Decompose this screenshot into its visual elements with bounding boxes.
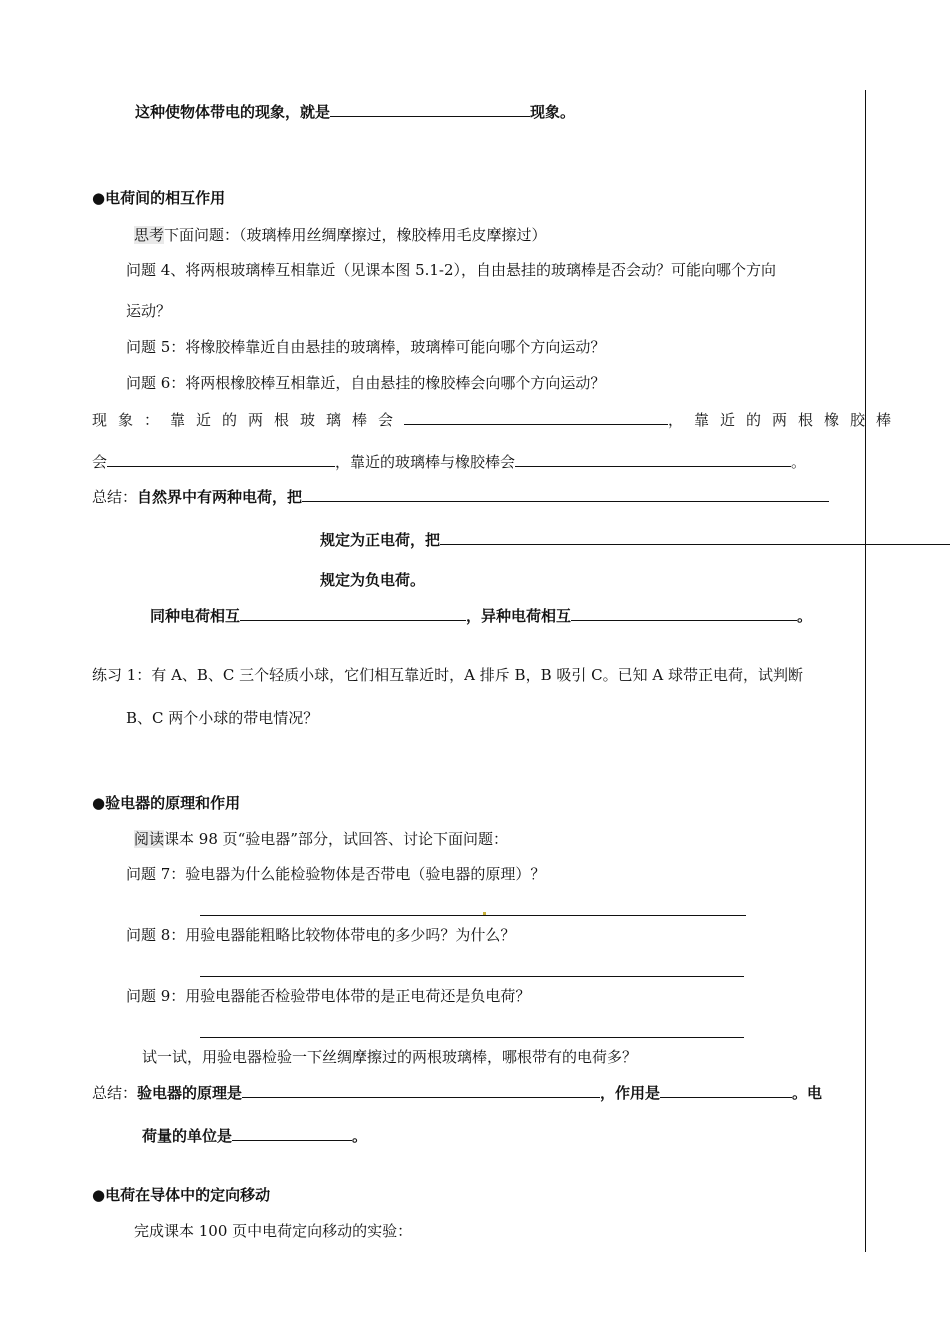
answer-line-q9[interactable] xyxy=(200,1037,744,1038)
text: 现象。 xyxy=(530,103,576,121)
text: 验电器的原理是 xyxy=(137,1084,243,1102)
exercise-1-cont: B、C 两个小球的带电情况？ xyxy=(126,709,319,727)
text: 荷量的单位是 xyxy=(142,1127,233,1145)
margin-horizontal-rule xyxy=(800,544,950,545)
summary-1-line-4 xyxy=(150,606,812,626)
answer-blank[interactable] xyxy=(515,452,791,467)
text: 会 xyxy=(92,453,108,471)
think-line xyxy=(134,225,547,245)
question-4-cont: 运动？ xyxy=(126,302,172,320)
text: 下面问题：（玻璃棒用丝绸摩擦过，橡胶棒用毛皮摩擦过） xyxy=(164,226,547,244)
text: 。 xyxy=(791,453,807,471)
experiment-line: 完成课本 100 页中电荷定向移动的实验： xyxy=(134,1222,413,1240)
summary-2-line-2 xyxy=(142,1126,367,1146)
summary-label: 总结： xyxy=(92,488,138,506)
question-4: 问题 4、将两根玻璃棒互相靠近（见课本图 5.1-2），自由悬挂的玻璃棒是否会动？可能向哪个方向 xyxy=(126,261,777,279)
answer-blank[interactable] xyxy=(330,102,530,117)
try-it-line: 试一试，用验电器检验一下丝绸摩擦过的两根玻璃棒，哪根带有的电荷多？ xyxy=(142,1048,638,1066)
summary-label: 总结： xyxy=(92,1084,138,1102)
answer-blank[interactable] xyxy=(242,1083,600,1098)
answer-blank[interactable] xyxy=(440,530,800,545)
text: ，靠近的玻璃棒与橡胶棒会 xyxy=(335,453,516,471)
think-tag: 思考 xyxy=(134,226,165,244)
answer-blank[interactable] xyxy=(240,606,466,621)
exercise-1: 练习 1：有 A、B、C 三个轻质小球，它们相互靠近时，A 排斥 B，B 吸引 C。已知 A 球带正电荷，试判断 xyxy=(92,666,803,684)
section-heading-charge-movement: ●电荷在导体中的定向移动 xyxy=(92,1186,271,1204)
answer-blank[interactable] xyxy=(232,1126,352,1141)
question-7: 问题 7：验电器为什么能检验物体是否带电（验电器的原理）？ xyxy=(126,865,546,883)
text: ，作用是 xyxy=(600,1084,661,1102)
answer-blank[interactable] xyxy=(660,1083,792,1098)
ink-dot xyxy=(483,912,486,915)
question-6: 问题 6：将两根橡胶棒互相靠近，自由悬挂的橡胶棒会向哪个方向运动？ xyxy=(126,374,606,392)
answer-blank[interactable] xyxy=(107,452,335,467)
text: 。电 xyxy=(792,1084,823,1102)
read-line xyxy=(134,829,508,849)
text: 课本 98 页“验电器”部分，试回答、讨论下面问题： xyxy=(164,830,508,848)
summary-2-line-1 xyxy=(92,1083,822,1103)
question-8: 问题 8：用验电器能粗略比较物体带电的多少吗？为什么？ xyxy=(126,926,516,944)
summary-1-line-2 xyxy=(320,530,800,550)
observation-line-2 xyxy=(92,452,806,472)
text: 同种电荷相互 xyxy=(150,607,241,625)
text: 规定为正电荷，把 xyxy=(320,531,441,549)
section-heading-charge-interaction: ●电荷间的相互作用 xyxy=(92,189,226,207)
text: 。 xyxy=(352,1127,368,1145)
text: 。 xyxy=(797,607,813,625)
text: ，靠近的两根橡胶棒 xyxy=(668,411,903,429)
answer-blank[interactable] xyxy=(302,487,829,502)
read-tag: 阅读 xyxy=(134,830,165,848)
summary-1-line-1 xyxy=(92,487,829,507)
question-9: 问题 9：用验电器能否检验带电体带的是正电荷还是负电荷？ xyxy=(126,987,531,1005)
answer-blank[interactable] xyxy=(404,410,668,425)
line-phenomenon xyxy=(135,102,575,122)
answer-blank[interactable] xyxy=(571,606,797,621)
margin-vertical-rule xyxy=(865,90,866,1252)
answer-line-q8[interactable] xyxy=(200,976,744,977)
section-heading-electroscope: ●验电器的原理和作用 xyxy=(92,794,241,812)
text: ，异种电荷相互 xyxy=(466,607,572,625)
question-5: 问题 5：将橡胶棒靠近自由悬挂的玻璃棒，玻璃棒可能向哪个方向运动？ xyxy=(126,338,606,356)
observation-line-1 xyxy=(92,410,902,430)
answer-line-q7[interactable] xyxy=(200,915,746,916)
text: 现象：靠近的两根玻璃棒会 xyxy=(92,411,405,429)
text: 自然界中有两种电荷，把 xyxy=(137,488,303,506)
summary-1-line-3: 规定为负电荷。 xyxy=(320,571,426,589)
text: 这种使物体带电的现象，就是 xyxy=(135,103,331,121)
